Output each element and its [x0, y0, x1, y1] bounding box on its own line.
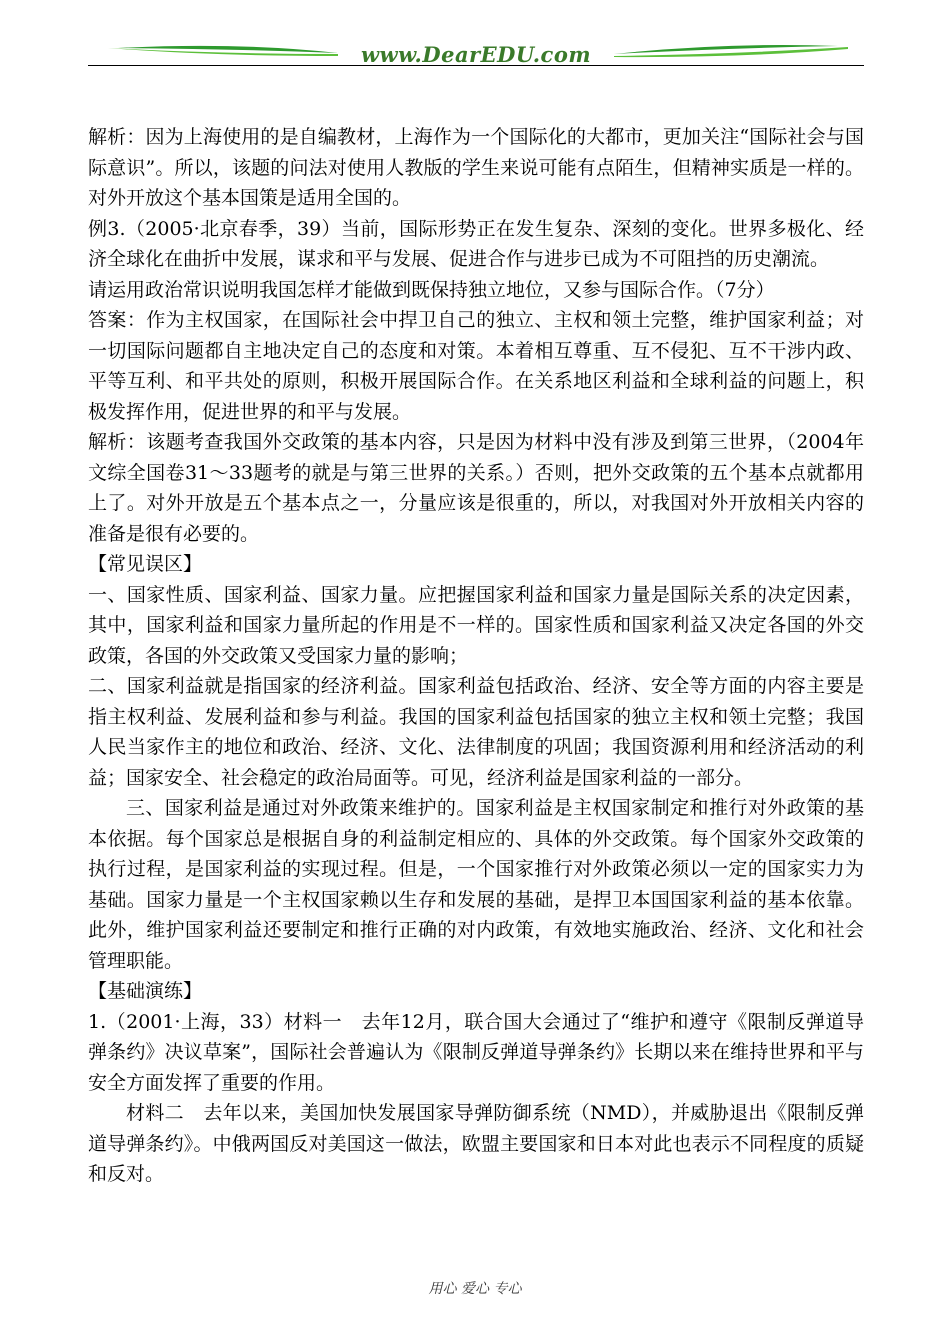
paragraph: 一、国家性质、国家利益、国家力量。应把握国家利益和国家力量是国际关系的决定因素，其中，国家利益和国家力量所起的作用是不一样的。国家性质和国家利益又决定各国的外交政策，各国的外交政策又受国家力量的影响；: [88, 583, 864, 667]
paragraph: 【常见误区】: [88, 553, 203, 575]
paragraph: 三、国家利益是通过对外政策来维护的。国家利益是主权国家制定和推行对外政策的基本依据。每个国家总是根据自身的利益制定相应的、具体的外交政策。每个国家外交政策的执行过程，是国家利益的实现过程。但是，一个国家推行对外政策必须以一定的国家实力为基础。国家力量是一个主权国家赖以生存和发展的基础，是捍卫本国国家利益的基本依靠。此外，维护国家利益还要制定和推行正确的对内政策，有效地实施政治、经济、文化和社会管理职能。: [88, 797, 864, 972]
paragraph: 解析：因为上海使用的是自编教材，上海作为一个国际化的大都市，更加关注“国际社会与国际意识”。所以，该题的问法对使用人教版的学生来说可能有点陌生，但精神实质是一样的。对外开放这个基本国策是适用全国的。: [88, 126, 864, 209]
paragraph: 二、国家利益就是指国家的经济利益。国家利益包括政治、经济、安全等方面的内容主要是指主权利益、发展利益和参与利益。我国的国家利益包括国家的独立主权和领土完整；我国人民当家作主的地位和政治、经济、文化、法律制度的巩固；我国资源利用和经济活动的利益；国家安全、社会稳定的政治局面等。可见，经济利益是国家利益的一部分。: [88, 675, 864, 789]
paragraph: 【基础演练】: [88, 980, 203, 1002]
document-body: [88, 122, 864, 1190]
site-brand: www.DearEDU.com: [360, 42, 592, 67]
paragraph: 请运用政治常识说明我国怎样才能做到既保持独立地位，又参与国际合作。（7分）: [88, 278, 775, 301]
paragraph: 解析：该题考查我国外交政策的基本内容，只是因为材料中没有涉及到第三世界，（2004年文综全国卷31～33题考的就是与第三世界的关系。）否则，把外交政策的五个基本点就都用上了。对外开放是五个基本点之一，分量应该是很重的，所以，对我国对外开放相关内容的准备是很有必要的。: [88, 431, 864, 545]
paragraph: 答案：作为主权国家，在国际社会中捍卫自己的独立、主权和领土完整，维护国家利益；对一切国际问题都自主地决定自己的态度和对策。本着相互尊重、互不侵犯、互不干涉内政、平等互利、和平共处的原则，积极开展国际合作。在关系地区利益和全球利益的问题上，积极发挥作用，促进世界的和平与发展。: [88, 309, 864, 423]
page-footer: 用心 爱心 专心: [428, 1281, 522, 1297]
paragraph: 材料二 去年以来，美国加快发展国家导弹防御系统（NMD），并威胁退出《限制反弹道导弹条约》。中俄两国反对美国这一做法，欧盟主要国家和日本对此也表示不同程度的质疑和反对。: [88, 1102, 864, 1185]
paragraph: 例3.（2005·北京春季，39）当前，国际形势正在发生复杂、深刻的变化。世界多极化、经济全球化在曲折中发展，谋求和平与发展、促进合作与进步已成为不可阻挡的历史潮流。: [88, 217, 864, 270]
paragraph: 1.（2001·上海，33）材料一 去年12月，联合国大会通过了“维护和遵守《限制反弹道导弹条约》决议草案”，国际社会普遍认为《限制反弹道导弹条约》长期以来在维持世界和平与安全方面发挥了重要的作用。: [88, 1010, 864, 1094]
header-rule: [88, 65, 864, 66]
